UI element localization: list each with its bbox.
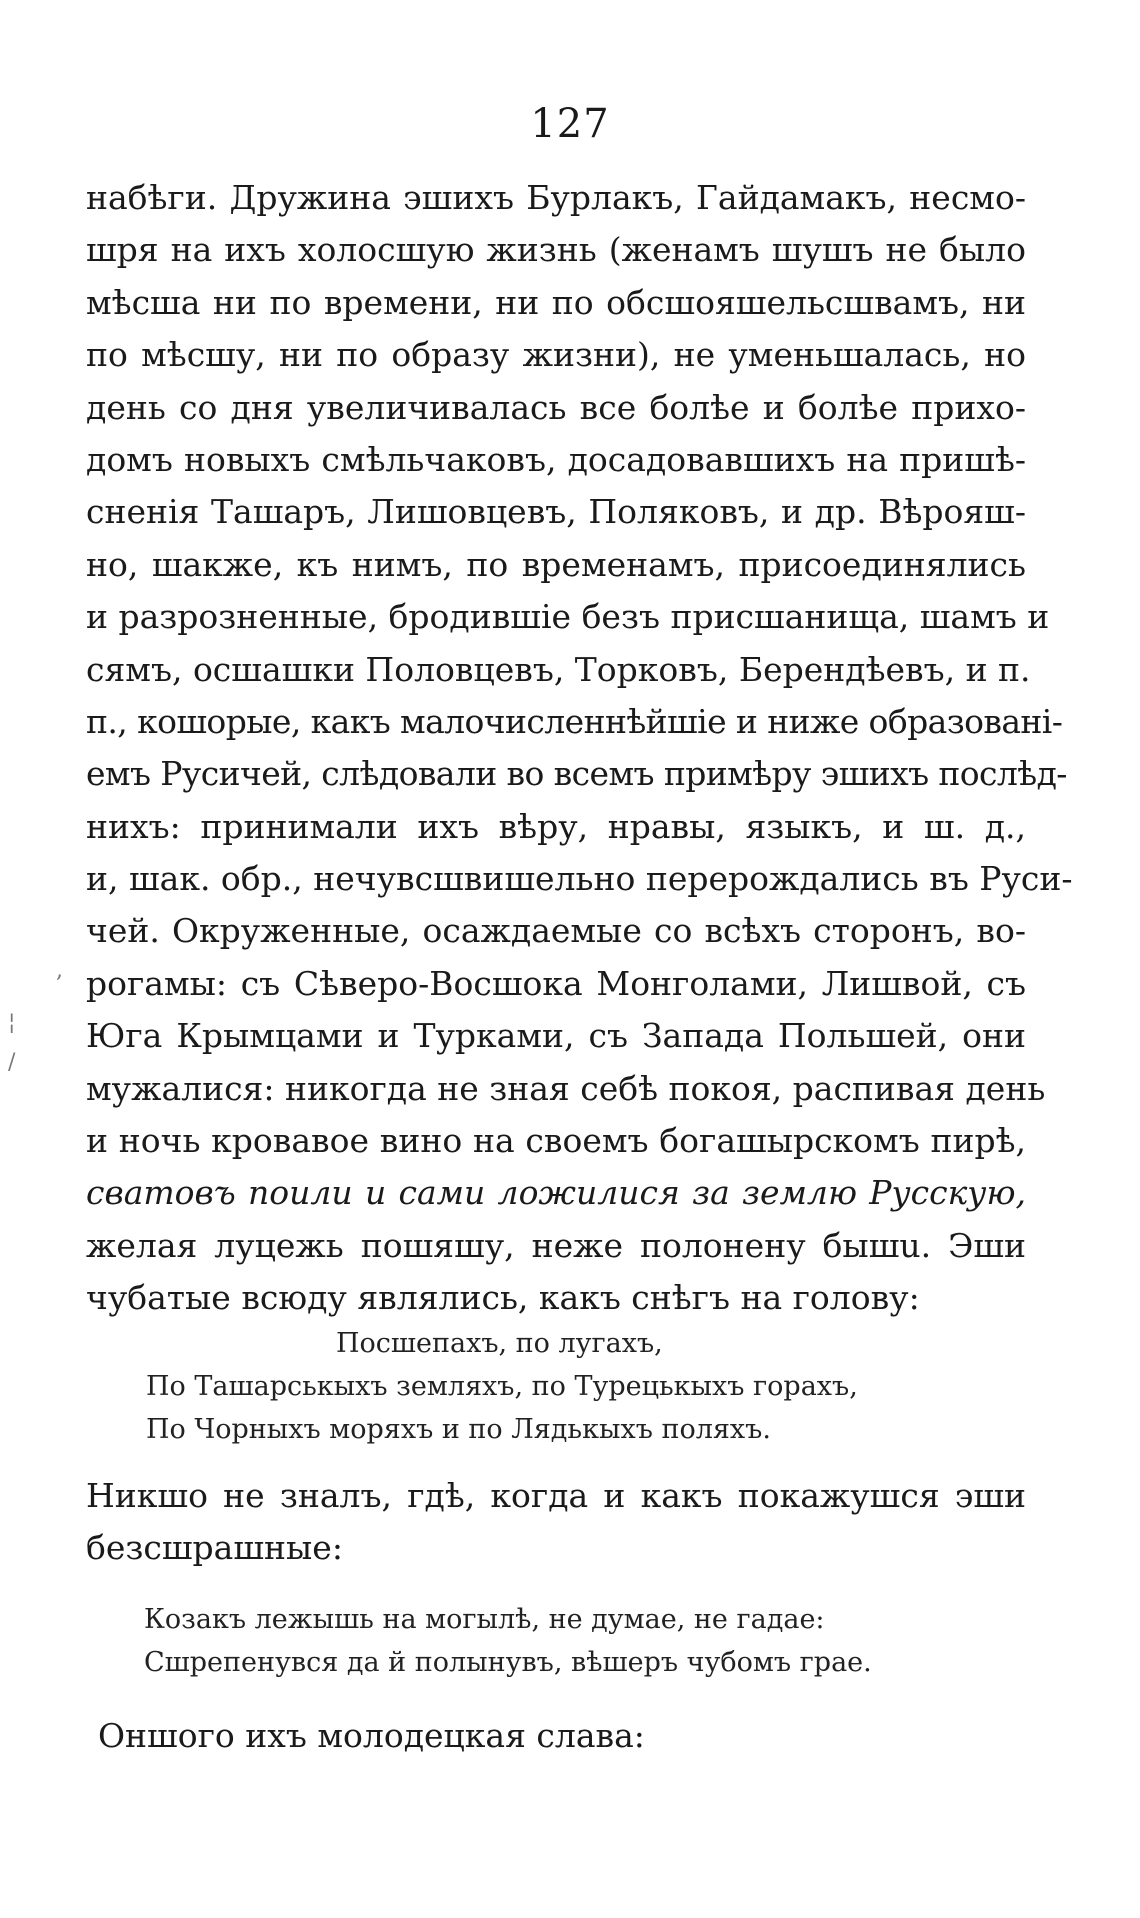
- text-line: п., кошорые, какъ малочисленнѣйшіе и ниже образовані-: [86, 701, 1063, 741]
- verse-line: Посшепахъ, по лугахъ,: [336, 1328, 663, 1359]
- verse-line: Сшрепенувся да й полынувъ, вѣшеръ чубомъ грае.: [144, 1647, 872, 1678]
- text-line: домъ новыхъ смѣльчаковъ, досадовавшихъ на пришѣ-: [86, 439, 1026, 479]
- text-line: Никшо не зналъ, гдѣ, когда и какъ покажушся эши: [86, 1476, 1026, 1515]
- text-line: набѣги. Дружина эшихъ Бурлакъ, Гайдамакъ, несмо-: [86, 178, 1026, 217]
- text-line: нихъ: принимали ихъ вѣру, нравы, языкъ, и ш. д.,: [86, 806, 1026, 846]
- verse-line: По Чорныхъ моряхъ и по Лядькыхъ поляхъ.: [146, 1414, 771, 1445]
- text-line: мужалися: никогда не зная себѣ покоя, распивая день: [86, 1068, 1046, 1108]
- text-line: но, шакже, къ нимъ, по временамъ, присоединялись: [86, 544, 1026, 584]
- text-line: мѣсша ни по времени, ни по обсшояшельсшвамъ, ни: [86, 282, 1026, 322]
- text-line: рогамы: съ Сѣверо-Восшока Монголами, Лишвой, съ: [86, 963, 1026, 1003]
- text-line: Оншого ихъ молодецкая слава:: [98, 1716, 645, 1755]
- paragraph-2: [86, 1470, 1026, 1575]
- text-line: Юга Крымцами и Турками, съ Запада Польшей, они: [86, 1016, 1026, 1056]
- text-line: безсшрашные:: [86, 1528, 343, 1568]
- margin-speck: ,: [56, 958, 63, 983]
- paragraph-3: [98, 1710, 998, 1762]
- main-paragraph: [86, 172, 1073, 1325]
- text-line: день со дня увеличивалась все болѣе и болѣе прихо-: [86, 387, 1026, 427]
- verse-line: Козакъ лежышь на могылѣ, не думае, не гадае:: [144, 1604, 825, 1635]
- text-line: чубатые всюду являлись, какъ снѣгъ на голову:: [86, 1278, 920, 1318]
- text-line: шря на ихъ холосшую жизнь (женамъ шушъ не было: [86, 230, 1026, 270]
- text-line: сватовъ поили и сами ложилися за землю Русскую,: [86, 1173, 1026, 1213]
- verse-block-1: [0, 1322, 1140, 1451]
- text-line: сямъ, осшашки Половцевъ, Торковъ, Берендѣевъ, и п.: [86, 649, 1031, 689]
- text-line: по мѣсшу, ни по образу жизни), не уменьшалась, но: [86, 335, 1026, 375]
- text-line: и, шак. обр., нечувсшвишельно перерождались въ Руси-: [86, 859, 1073, 899]
- text-line: желая луцежь пошяшу, неже полонену бышu. Эши: [86, 1225, 1026, 1265]
- text-line: сненія Ташаръ, Лишовцевъ, Поляковъ, и др. Вѣрояш-: [86, 492, 1026, 532]
- margin-speck: ¦: [8, 1010, 16, 1035]
- verse-line: По Ташарськыхъ земляхъ, по Турецькыхъ горахъ,: [146, 1371, 858, 1402]
- text-line: чей. Окруженные, осаждаемые со всѣхъ сторонъ, во-: [86, 911, 1026, 951]
- text-line: и разрозненные, бродившіе безъ присшанища, шамъ и: [86, 597, 1050, 637]
- margin-speck: /: [8, 1050, 16, 1075]
- text-line: емъ Русичей, слѣдовали во всемъ примѣру эшихъ послѣд-: [86, 754, 1067, 794]
- verse-block-2: [144, 1598, 1044, 1684]
- page-number: 127: [530, 101, 610, 147]
- text-line: и ночь кровавое вино на своемъ богашырскомъ пирѣ,: [86, 1121, 1026, 1161]
